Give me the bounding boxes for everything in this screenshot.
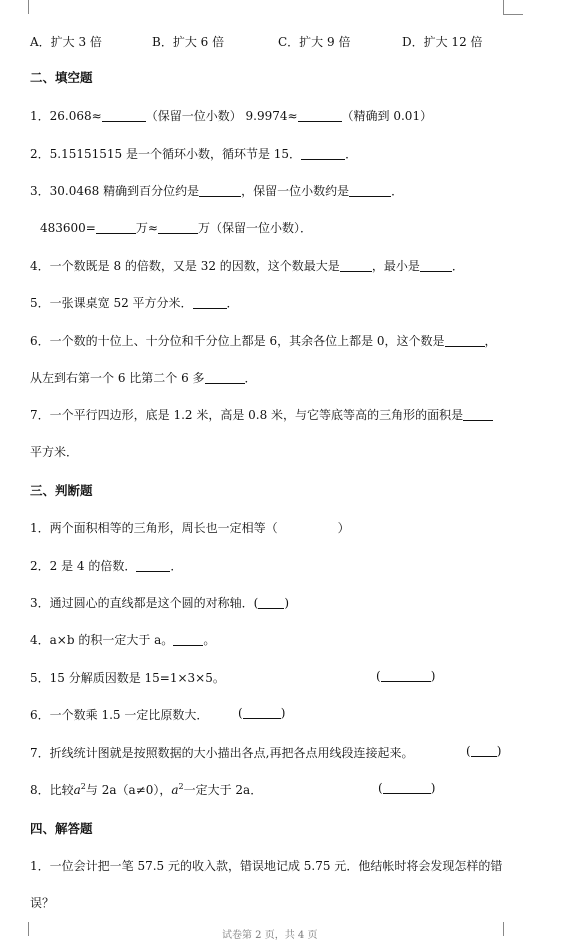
answer-blank[interactable] bbox=[383, 782, 431, 794]
answer-blank[interactable] bbox=[463, 409, 493, 421]
fill-question-1: 1．26.068≈ （保留一位小数） 9.9974≈ （精确到 0.01） bbox=[30, 109, 433, 123]
answer-blank[interactable] bbox=[136, 560, 170, 572]
crop-mark-top-left bbox=[28, 0, 29, 14]
answer-blank[interactable] bbox=[199, 185, 241, 197]
fill-question-2: 2．5.15151515 是一个循环小数，循环节是 15． ． bbox=[30, 147, 358, 161]
answer-blank[interactable] bbox=[258, 597, 284, 609]
fill-question-7-part-2: 平方米． bbox=[30, 445, 79, 459]
answer-blank[interactable] bbox=[301, 148, 345, 160]
judge-question-8: 8．比较$a^2$与 2a（a≠0），$a^2$一定大于 2a． bbox=[30, 782, 263, 797]
fill-question-5: 5．一张课桌宽 52 平方分米． ． bbox=[30, 296, 239, 310]
answer-blank[interactable] bbox=[102, 110, 146, 122]
fill-question-4: 4．一个数既是 8 的倍数，又是 32 的因数，这个数最大是 ，最小是 ． bbox=[30, 259, 464, 273]
judge-question-2: 2．2 是 4 的倍数． ． bbox=[30, 559, 183, 573]
crop-mark-top-right bbox=[503, 0, 504, 14]
option-c: C．扩大 9 倍 bbox=[278, 35, 351, 49]
fill-question-6-part-2: 从左到右第一个 6 比第二个 6 多 ． bbox=[30, 371, 257, 385]
fill-question-6: 6．一个数的十位上、十分位和千分位上都是 6，其余各位上都是 0，这个数是 ， bbox=[30, 334, 497, 348]
judge-question-5: 5．15 分解质因数是 15=1×3×5。 bbox=[30, 671, 225, 685]
answer-blank[interactable] bbox=[173, 634, 203, 646]
judge-question-6: 6．一个数乘 1.5 一定比原数大． bbox=[30, 708, 209, 722]
judge-answer-7: ( ) bbox=[466, 744, 502, 758]
judge-answer-8: ( ) bbox=[378, 781, 436, 795]
crop-mark-bottom-right bbox=[503, 922, 504, 936]
judge-answer-6: ( ) bbox=[238, 706, 286, 720]
option-d: D．扩大 12 倍 bbox=[402, 35, 483, 49]
option-b: B．扩大 6 倍 bbox=[152, 35, 225, 49]
answer-blank[interactable] bbox=[96, 222, 136, 234]
fill-question-3: 3．30.0468 精确到百分位约是 ，保留一位小数约是 ． bbox=[30, 184, 404, 198]
answer-blank[interactable] bbox=[445, 335, 485, 347]
answer-blank[interactable] bbox=[381, 670, 431, 682]
choice-options-row bbox=[0, 33, 570, 51]
fill-question-7: 7．一个平行四边形，底是 1.2 米，高是 0.8 米，与它等底等高的三角形的面积是 bbox=[30, 406, 493, 423]
crop-mark-top-right-h bbox=[503, 14, 523, 15]
judge-question-1: 1．两个面积相等的三角形，周长也一定相等（ ） bbox=[30, 521, 350, 535]
variable-a: a bbox=[73, 783, 81, 797]
answer-blank[interactable] bbox=[340, 260, 372, 272]
answer-blank[interactable] bbox=[349, 185, 391, 197]
answer-blank[interactable] bbox=[193, 297, 227, 309]
crop-mark-bottom-left bbox=[28, 922, 29, 936]
section-heading-judge: 三、判断题 bbox=[30, 483, 93, 498]
judge-question-7: 7．折线统计图就是按照数据的大小描出各点,再把各点用线段连接起来。 bbox=[30, 746, 414, 760]
answer-question-1: 1．一位会计把一笔 57.5 元的收入款，错误地记成 5.75 元．他结帐时将会发现怎样的错 bbox=[30, 859, 503, 873]
judge-question-3: 3．通过圆心的直线都是这个圆的对称轴．( ) bbox=[30, 596, 290, 610]
section-heading-answer: 四、解答题 bbox=[30, 821, 93, 836]
page-footer: 试卷第 2 页，共 4 页 bbox=[222, 930, 318, 941]
variable-a: a bbox=[171, 783, 179, 797]
judge-answer-5: ( ) bbox=[376, 669, 436, 683]
answer-blank[interactable] bbox=[243, 707, 281, 719]
section-heading-fill: 二、填空题 bbox=[30, 70, 93, 85]
answer-blank[interactable] bbox=[205, 372, 245, 384]
option-a: A．扩大 3 倍 bbox=[30, 35, 102, 49]
answer-question-1-part-2: 误？ bbox=[30, 896, 55, 910]
fill-question-3-part-2: 483600= 万≈ 万（保留一位小数）． bbox=[40, 221, 312, 235]
judge-question-4: 4．a×b 的积一定大于 a。 。 bbox=[30, 633, 216, 647]
answer-blank[interactable] bbox=[158, 222, 198, 234]
answer-blank[interactable] bbox=[420, 260, 452, 272]
answer-blank[interactable] bbox=[298, 110, 342, 122]
answer-blank[interactable] bbox=[471, 745, 497, 757]
